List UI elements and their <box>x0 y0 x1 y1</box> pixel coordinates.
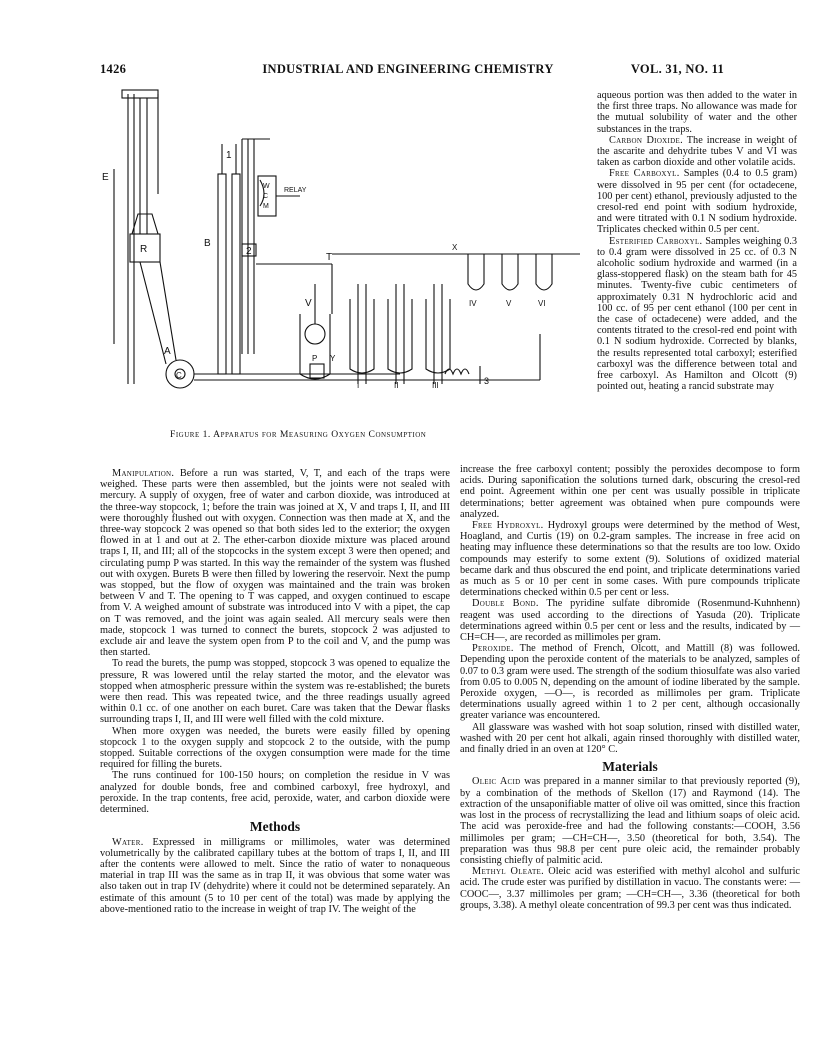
paragraph: Carbon Dioxide. The increase in weight of the ascarite and dehydrite tubes V and VI was taken as carbon dioxide and other volatile acids. <box>597 134 798 169</box>
paragraph-head: Manipulation. <box>112 468 175 479</box>
left-column <box>100 468 450 915</box>
stand-top <box>122 90 158 98</box>
label-E: E <box>102 172 109 183</box>
label-3: 3 <box>484 376 490 386</box>
paragraph: Manipulation. Before a run was started, V, T, and each of the traps were weighed. These parts were then assembled, but the joints were not sealed with mercury. A supply of oxygen, free of water and carbon dioxide, was introduced at the three-way stopcock, 1; before the train was joined at X, V and traps I, II, and III were thoroughly flushed out with oxygen. Connection was then made at X, and the three-way stopcock 2 was opened so that both sides led to the exterior; the oxygen flowed in at 1 and out at 2. The ether-carbon dioxide mixture was placed around traps I, II, and III; all of the stopcocks in the system except 3 were then opened; and circulating pump P was started. In this way the remainder of the system was flushed out with oxygen. Burets B were then filled by lowering the reservoir. Next the pump was stopped, but the flow of oxygen was maintained and the train was broken between V and T. The opening to T was capped, and oxygen continued to escape from V. A weighed amount of substrate was introduced into V with a pipet, the cap on T was removed, and the joint was again sealed. All mercury seals were then made, stopcock 1 was turned to connect the burets, stopcock 2 was adjusted to exclude air and leave the system open from P to the coil and V, and the pump was then started. <box>100 468 450 659</box>
right-column <box>460 464 800 911</box>
paragraph: Esterified Carboxyl. Samples weighing 0.3 to 0.4 gram were dissolved in 25 cc. of 0.3 N alcoholic sodium hydroxide and warmed (in a glass-stoppered flask) on the steam bath for 45 minutes. Twenty-five cubic centimeters of approximately 0.31 N hydrochloric acid and 100 cc. of 95 per cent ethanol (100 per cent in the case of octadecene) were added, and the contents titrated to the cresol-red end point with 0.1 N sodium hydroxide. Corrected by blanks, the results represented total carboxyl; esterified carboxyl was the difference between total and free carboxyl. As Hamilton and Olcott (9) pointed out, heating a rancid substrate may <box>597 235 797 393</box>
u-tube-4 <box>468 254 484 290</box>
dewar-trap-3 <box>426 299 450 373</box>
reservoir-funnel <box>132 214 158 234</box>
paragraph: Free Hydroxyl. Hydroxyl groups were determined by the method of West, Hoagland, and Curtis (19) on 0.2-gram samples. The increase in free acid on heating may influence these determinations so that the results are too low. Oxido compounds may esterify to some extent (9). Solutions of oxidized material became dark and thus obscured the end point, and triplicate determinations varied as much as 5 or 10 per cent in some cases. With pure compounds triplicate determinations checked within 0.5 per cent or less. <box>460 520 801 599</box>
paragraph: All glassware was washed with hot soap solution, rinsed with distilled water, washed with 20 per cent hot alkali, again rinsed thoroughly with distilled water, and finally dried in an oven at 120° C. <box>460 721 800 756</box>
paragraph-head: Oleic Acid <box>472 776 521 788</box>
label-B: B <box>204 238 211 249</box>
apparatus-figure <box>100 84 588 419</box>
paragraph: aqueous portion was then added to the water in the first three traps. No allowance was made for the mutual solubility of water and the other substances in the traps. <box>597 90 797 135</box>
page-number: 1426 <box>100 62 127 76</box>
paragraph: Free Carboxyl. Samples (0.4 to 0.5 gram) were dissolved in 95 per cent (for octadecene, 100 per cent) ethanol, previously adjusted to the cresol-red end point with sodium hydroxide, and were titrated with 0.1 N sodium hydroxide. Triplicates checked within 0.5 per cent. <box>597 168 797 236</box>
volume-issue: VOL. 31, NO. 11 <box>630 62 724 76</box>
label-2: 2 <box>246 246 252 257</box>
label-trap-III: III <box>432 381 439 390</box>
label-trap-IV: IV <box>469 299 477 308</box>
paragraph: Methyl Oleate. Oleic acid was esterified with methyl alcohol and sulfuric acid. The crude ester was purified by distillation in vacuo. The constants were: —COOC—, 3.37 millimoles per gram; —CH=CH—, 3.36 (theoretical for both groups, 3.38). A methyl oleate concentration of 99.3 per cent was thus indicated. <box>460 866 801 911</box>
label-trap-I: I <box>357 381 360 390</box>
paragraph: Double Bond. The pyridine sulfate dibromide (Rosenmund-Kuhnhenn) reagent was used according to the directions of Yasuda (20). Triplicate determinations agreed within 0.5 per cent or less and the results, indicated by —CH=CH—, are recorded as millimoles per gram. <box>460 598 800 644</box>
paragraph: Peroxide. The method of French, Olcott, and Mattill (8) was followed. Depending upon the peroxide content of the materials to be analyzed, samples of 0.07 to 0.3 gram were used. The strength of the sodium thiosulfate was also varied from 0.05 to 0.005 N, depending on the amount of iodine liberated by the sample. Peroxide oxygen, —O—, is recorded as millimoles per gram. Triplicate determinations usually agreed within 1 to 2 per cent, although occasionally greater variance was encountered. <box>460 643 800 722</box>
dewar-trap-1 <box>350 299 374 373</box>
paragraph-head: Peroxide. <box>472 643 514 655</box>
paragraph-head: Double Bond. <box>472 598 539 610</box>
label-W: W <box>263 183 270 190</box>
paragraph-head: Free Carboxyl. <box>609 168 680 180</box>
label-A: A <box>164 346 171 357</box>
label-P: P <box>312 354 318 363</box>
paragraph: The runs continued for 100-150 hours; on completion the residue in V was analyzed for double bonds, free and combined carboxyl, free hydroxyl, and peroxide. In the trap contents, free acid, peroxide, water, and carbon dioxide were determined. <box>100 770 450 816</box>
paragraph: When more oxygen was needed, the burets were easily filled by opening stopcock 1 to the oxygen supply and stopcock 2 to the outside, with the pump stopped. Suitable corrections of the oxygen consumption were made for the time required for filling the burets. <box>100 725 450 771</box>
paragraph: Oleic Acid was prepared in a manner similar to that previously reported (9), by a combination of the methods of Skellon (17) and Raymond (14). The extraction of the unsaponifiable matter of olive oil was omitted, since this fraction was lost in the process of recrystallizing the lead and lithium soaps of oleic acid. The acid was peroxide-free and had the following constants:—COOH, 3.56 millimoles per gram; —CH=CH—, 3.50 (theoretical for both, 3.54). The preparation was thus 98.8 per cent pure oleic acid, the remainder probably consisting chiefly of palmitic acid. <box>460 776 800 866</box>
buret-2 <box>232 174 240 374</box>
section-title-materials: Materials <box>602 759 658 775</box>
label-1: 1 <box>226 150 232 161</box>
journal-title: INDUSTRIAL AND ENGINEERING CHEMISTRY <box>262 62 554 76</box>
dewar-trap-2 <box>388 299 412 373</box>
paragraph-head: Free Hydroxyl. <box>472 520 544 532</box>
label-trap-II: II <box>394 381 399 390</box>
right-top-column <box>597 90 797 392</box>
label-trap-VI: VI <box>538 299 546 308</box>
paragraph: increase the free carboxyl content; possibly the peroxides decompose to form acids. During saponification the solutions turned dark, obscuring the cresol-red end point. Agreement within one per cent was usually possible in triplicate determinations; better agreement was obtained when pure compounds were analyzed. <box>460 464 800 520</box>
paragraph-head: Methyl Oleate. <box>472 866 544 878</box>
label-V: V <box>305 298 312 309</box>
section-title-methods: Methods <box>249 819 301 835</box>
paragraph-head: Esterified Carboxyl. <box>609 235 703 247</box>
label-R: R <box>140 244 148 255</box>
buret-1 <box>218 174 226 374</box>
label-Cm: C <box>263 193 269 200</box>
label-relay: RELAY <box>284 187 307 194</box>
u-tube-5 <box>502 254 518 290</box>
label-C: C <box>176 371 182 380</box>
figure-caption: Figure 1. Apparatus for Measuring Oxygen Consumption <box>170 429 427 440</box>
pump-p <box>310 364 324 378</box>
label-Y: Y <box>330 354 336 363</box>
paragraph-head: Carbon Dioxide. <box>609 134 683 146</box>
paragraph: To read the burets, the pump was stopped, stopcock 3 was opened to equalize the pressure, R was lowered until the relay started the motor, and the elevator was stopped when atmospheric pressure within the system was re-established; the burets were then read. This was repeated twice, and the three readings usually agreed within 0.1 cc. of one another on each buret. Care was taken that the Dewar flasks surrounding traps I, II, and III were well filled with the cold mixture. <box>100 658 450 726</box>
paragraph-head: Water. <box>112 836 144 848</box>
label-T: T <box>326 252 333 263</box>
label-trap-V: V <box>506 299 512 308</box>
u-tube-6 <box>536 254 552 290</box>
label-X: X <box>452 243 458 252</box>
paragraph: Water. Expressed in milligrams or millimoles, water was determined volumetrically by the calibrated capillary tubes at the bottom of traps I, II, and III after the contents were allowed to melt. Since the ratio of water to nonaqueous material in trap III was the same as in trap II, it was obvious that some water was also taken out in trap IV (dehydrite) where it could not be determined separately. An estimate of this amount (5 to 10 per cent of the total) was made by applying the above-mentioned ratio to the increase in weight of trap IV. The weight of the <box>100 836 450 915</box>
label-M: M <box>263 203 269 210</box>
vessel-v <box>305 324 325 344</box>
